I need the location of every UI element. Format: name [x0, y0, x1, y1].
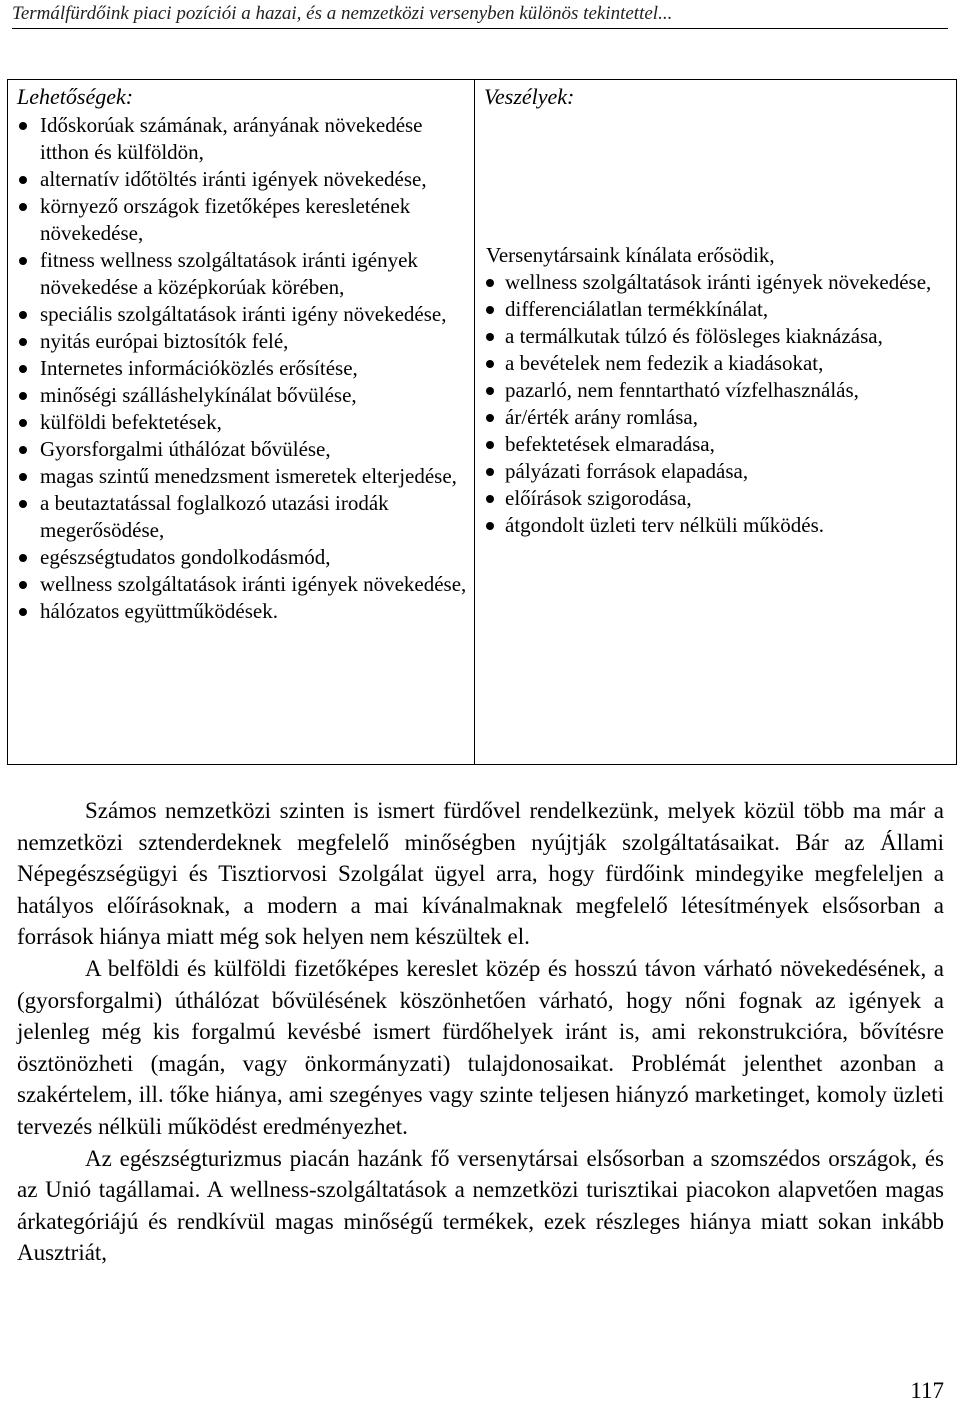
list-item: fitness wellness szolgáltatások iránti igények növekedése a középkorúak körében,	[8, 247, 474, 301]
list-item: pazarló, nem fenntartható vízfelhasználás,	[475, 377, 956, 404]
list-item: környező országok fizetőképes keresletének növekedése,	[8, 193, 474, 247]
list-item: átgondolt üzleti terv nélküli működés.	[475, 512, 956, 539]
list-item: előírások szigorodása,	[475, 485, 956, 512]
opportunities-list	[8, 112, 474, 625]
running-header: Termálfürdőink piaci pozíciói a hazai, és a nemzetközi versenyben különös tekintettel...	[12, 3, 673, 24]
list-item: alternatív időtöltés iránti igények növekedése,	[8, 166, 474, 193]
list-item: külföldi befektetések,	[8, 409, 474, 436]
swot-table	[7, 79, 957, 765]
threats-cell	[475, 80, 957, 765]
list-item: minőségi szálláshelykínálat bővülése,	[8, 382, 474, 409]
threats-intro: Versenytársaink kínálata erősödik,	[486, 243, 775, 267]
paragraph: A belföldi és külföldi fizetőképes kereslet közép és hosszú távon várható növekedésének, a (gyorsforgalmi) úthálózat bővülésének köszönhetően várható, hogy nőni fognak az igények a jelenleg még kis forgalmú kevésbé ismert fürdőhelyek iránt is, ami rekonstrukcióra, bővítésre ösztönözheti (magán, vagy önkormányzati) tulajdonosaikat. Problémát jelenthet azonban a szakértelem, ill. tőke hiánya, ami szegényes vagy szinte teljesen hiányzó marketinget, komoly üzleti tervezés nélküli működést eredményezhet.	[17, 955, 944, 1139]
list-item: egészségtudatos gondolkodásmód,	[8, 544, 474, 571]
list-item: differenciálatlan termékkínálat,	[475, 296, 956, 323]
list-item: nyitás európai biztosítók felé,	[8, 328, 474, 355]
list-item: Időskorúak számának, arányának növekedése itthon és külföldön,	[8, 112, 474, 166]
threats-list	[475, 269, 956, 539]
list-item: magas szintű menedzsment ismeretek elterjedése,	[8, 463, 474, 490]
list-item: ár/érték arány romlása,	[475, 404, 956, 431]
paragraph: Számos nemzetközi szinten is ismert fürdővel rendelkezünk, melyek közül több ma már a nemzetközi sztenderdeknek megfelelő minőségben nyújtják szolgáltatásaikat. Bár az Állami Népegészségügyi és Tisztiorvosi Szolgálat ügyel arra, hogy fürdőink mindegyike megfeleljen a hatályos előírásoknak, a modern a mai kívánalmaknak megfelelő létesítmények elsősorban a források hiánya miatt még sok helyen nem készültek el.	[17, 798, 944, 950]
page-number: 117	[910, 1378, 944, 1403]
list-item: wellness szolgáltatások iránti igények növekedése,	[475, 269, 956, 296]
list-item: wellness szolgáltatások iránti igények növekedése,	[8, 571, 474, 598]
opportunities-cell	[8, 80, 475, 765]
list-item: a bevételek nem fedezik a kiadásokat,	[475, 350, 956, 377]
list-item: Internetes információközlés erősítése,	[8, 355, 474, 382]
list-item: Gyorsforgalmi úthálózat bővülése,	[8, 436, 474, 463]
body-text	[17, 795, 944, 1269]
threats-title: Veszélyek:	[484, 84, 575, 109]
opportunities-title: Lehetőségek:	[17, 84, 134, 109]
list-item: speciális szolgáltatások iránti igény növekedése,	[8, 301, 474, 328]
list-item: a beutaztatással foglalkozó utazási irodák megerősödése,	[8, 490, 474, 544]
paragraph: Az egészségturizmus piacán hazánk fő versenytársai elsősorban a szomszédos országok, és az Unió tagállamai. A wellness-szolgáltatások a nemzetközi turisztikai piacokon alapvetően magas árkategóriájú és rendkívül magas minőségű termékek, ezek részleges hiánya miatt sokan inkább Ausztriát,	[17, 1145, 944, 1266]
list-item: pályázati források elapadása,	[475, 458, 956, 485]
list-item: a termálkutak túlzó és fölösleges kiaknázása,	[475, 323, 956, 350]
header-rule	[12, 28, 948, 29]
list-item: hálózatos együttműködések.	[8, 598, 474, 625]
list-item: befektetések elmaradása,	[475, 431, 956, 458]
